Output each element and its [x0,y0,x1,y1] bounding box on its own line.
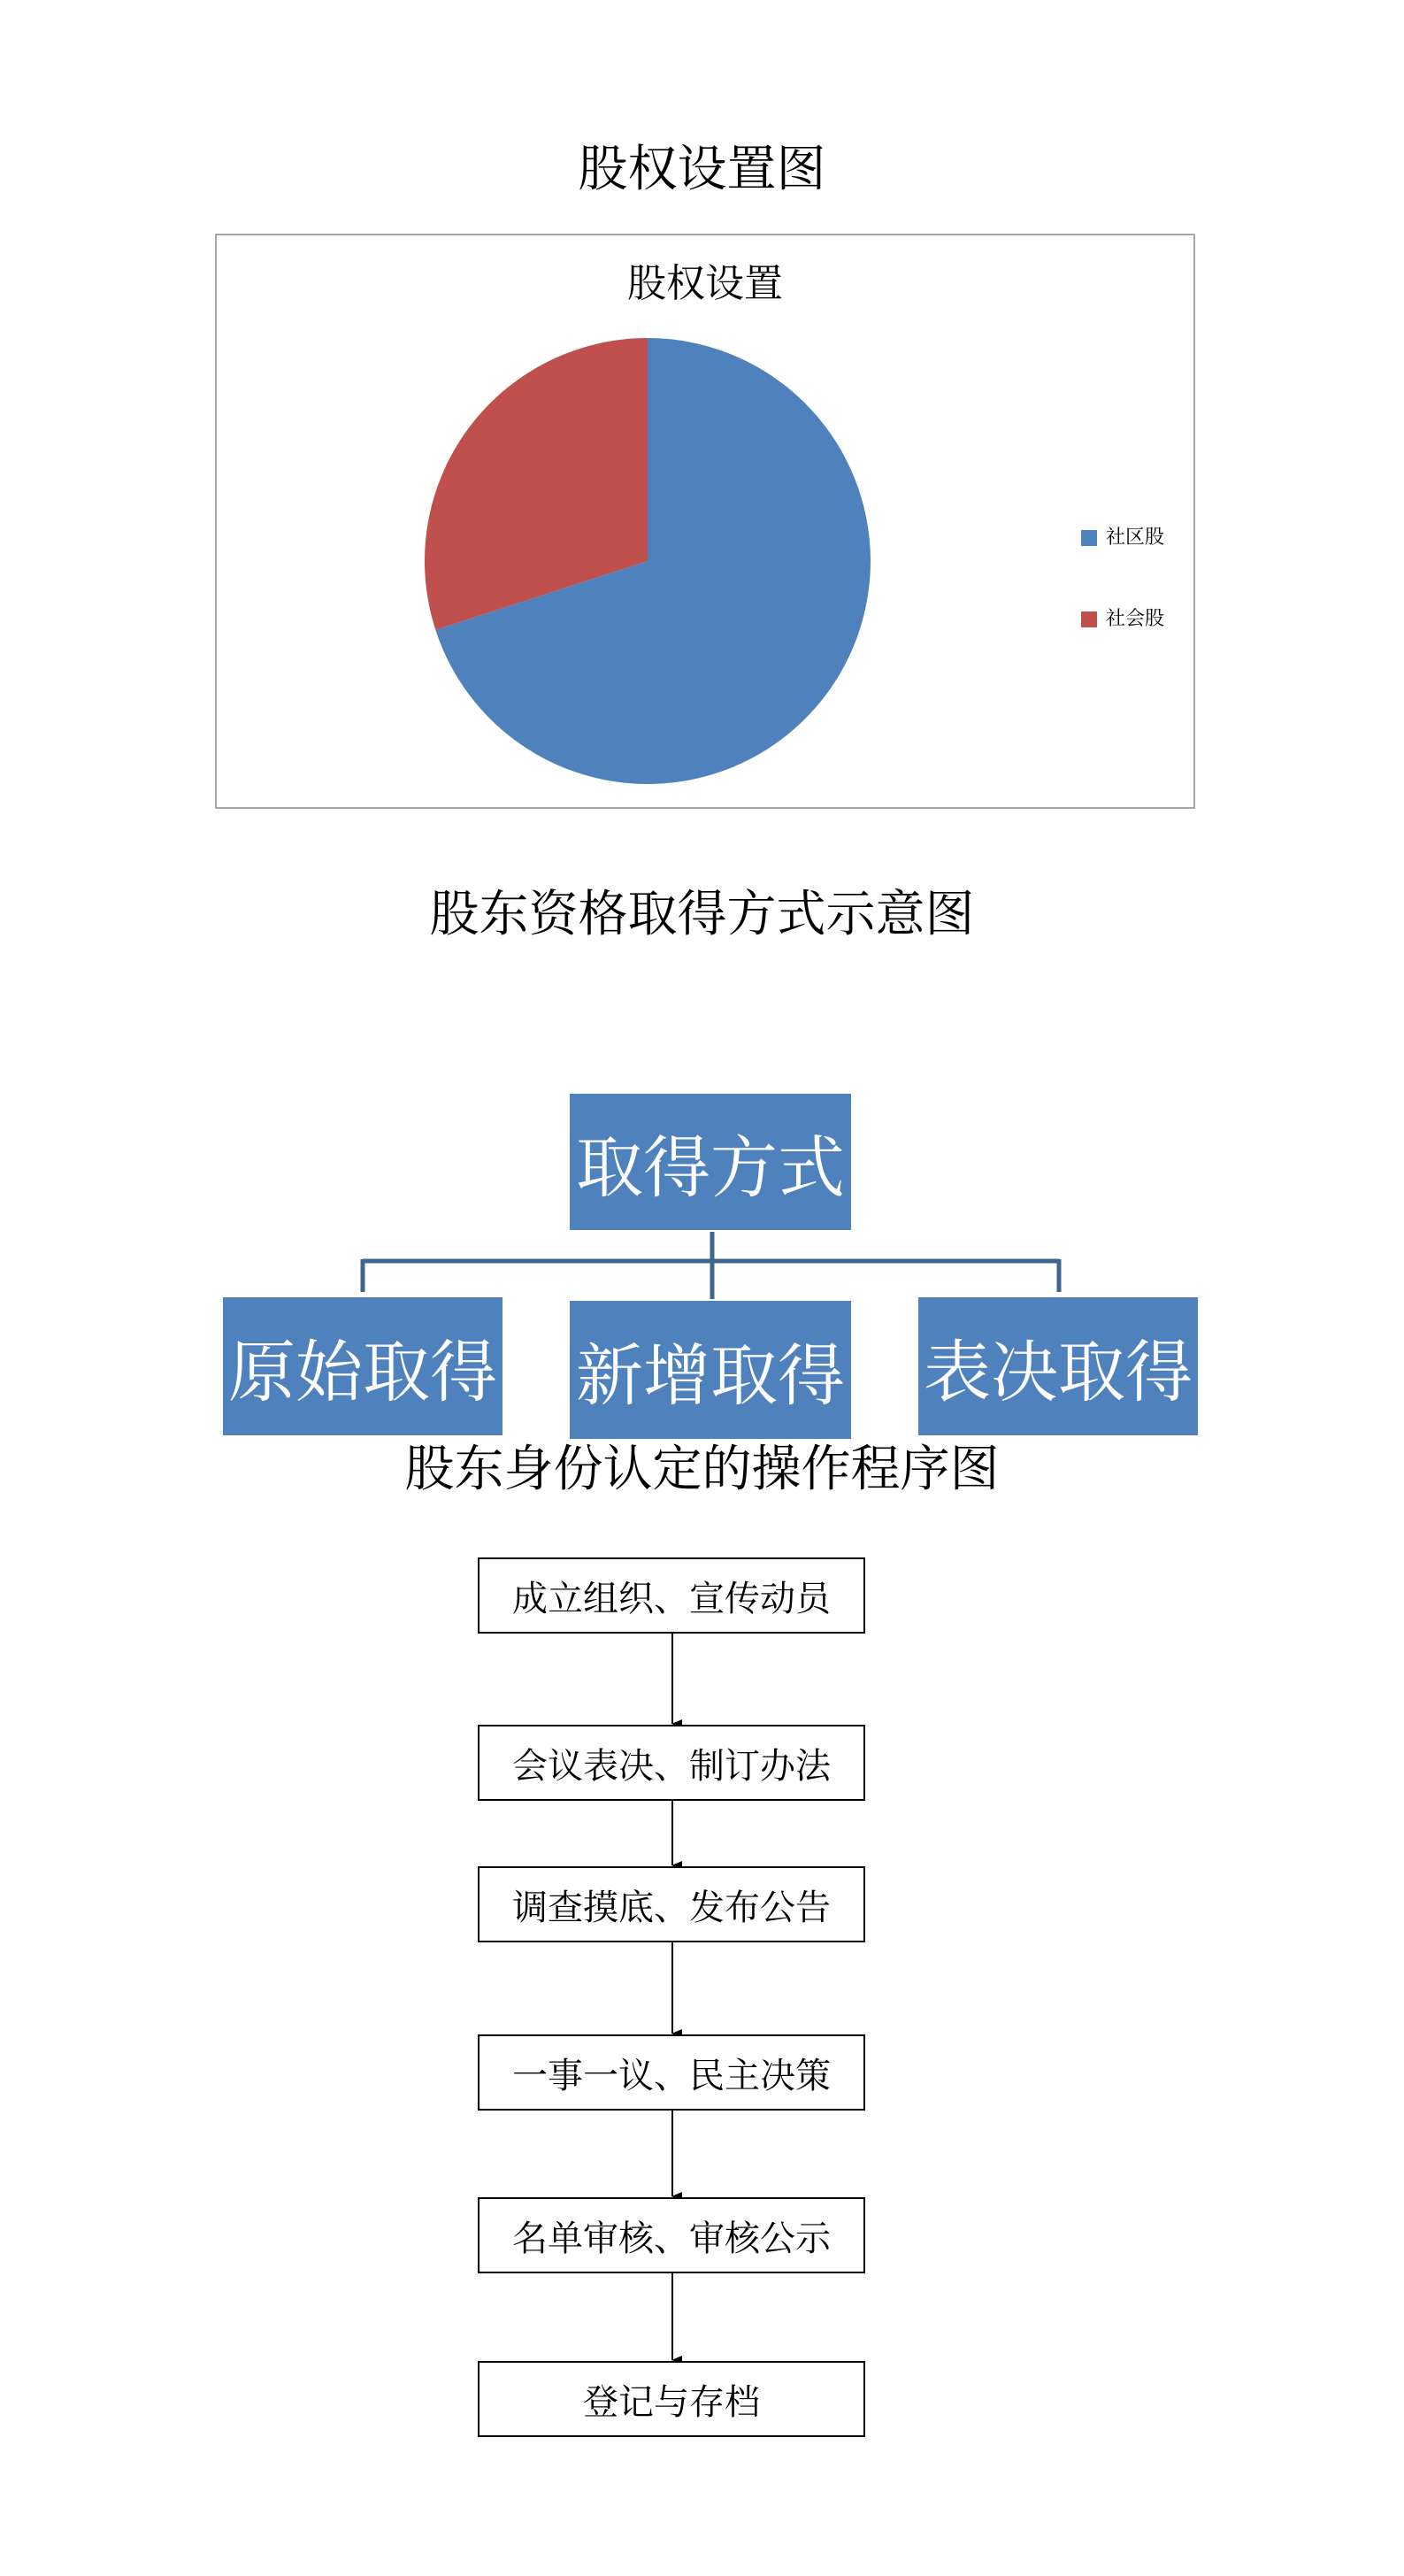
flow-step-5: 名单审核、审核公示 [478,2197,865,2273]
legend-label-1: 社会股 [1106,608,1165,630]
org-child-box-1: 原始取得 [223,1297,503,1435]
chart-title: 股权设置 [627,261,783,306]
section1-heading: 股权设置图 [578,141,826,198]
section3-heading: 股东身份认定的操作程序图 [404,1441,1000,1498]
flow-step-2: 会议表决、制订办法 [478,1725,865,1801]
org-root-box: 取得方式 [570,1094,851,1230]
flow-step-1: 成立组织、宣传动员 [478,1557,865,1634]
flow-step-4: 一事一议、民主决策 [478,2034,865,2111]
flow-step-3: 调查摸底、发布公告 [478,1866,865,1942]
org-child-box-3: 表决取得 [918,1297,1198,1435]
org-child-box-2: 新增取得 [570,1301,851,1439]
flow-step-6: 登记与存档 [478,2361,865,2437]
legend-label-0: 社区股 [1106,527,1165,549]
section2-heading: 股东资格取得方式示意图 [429,886,975,943]
